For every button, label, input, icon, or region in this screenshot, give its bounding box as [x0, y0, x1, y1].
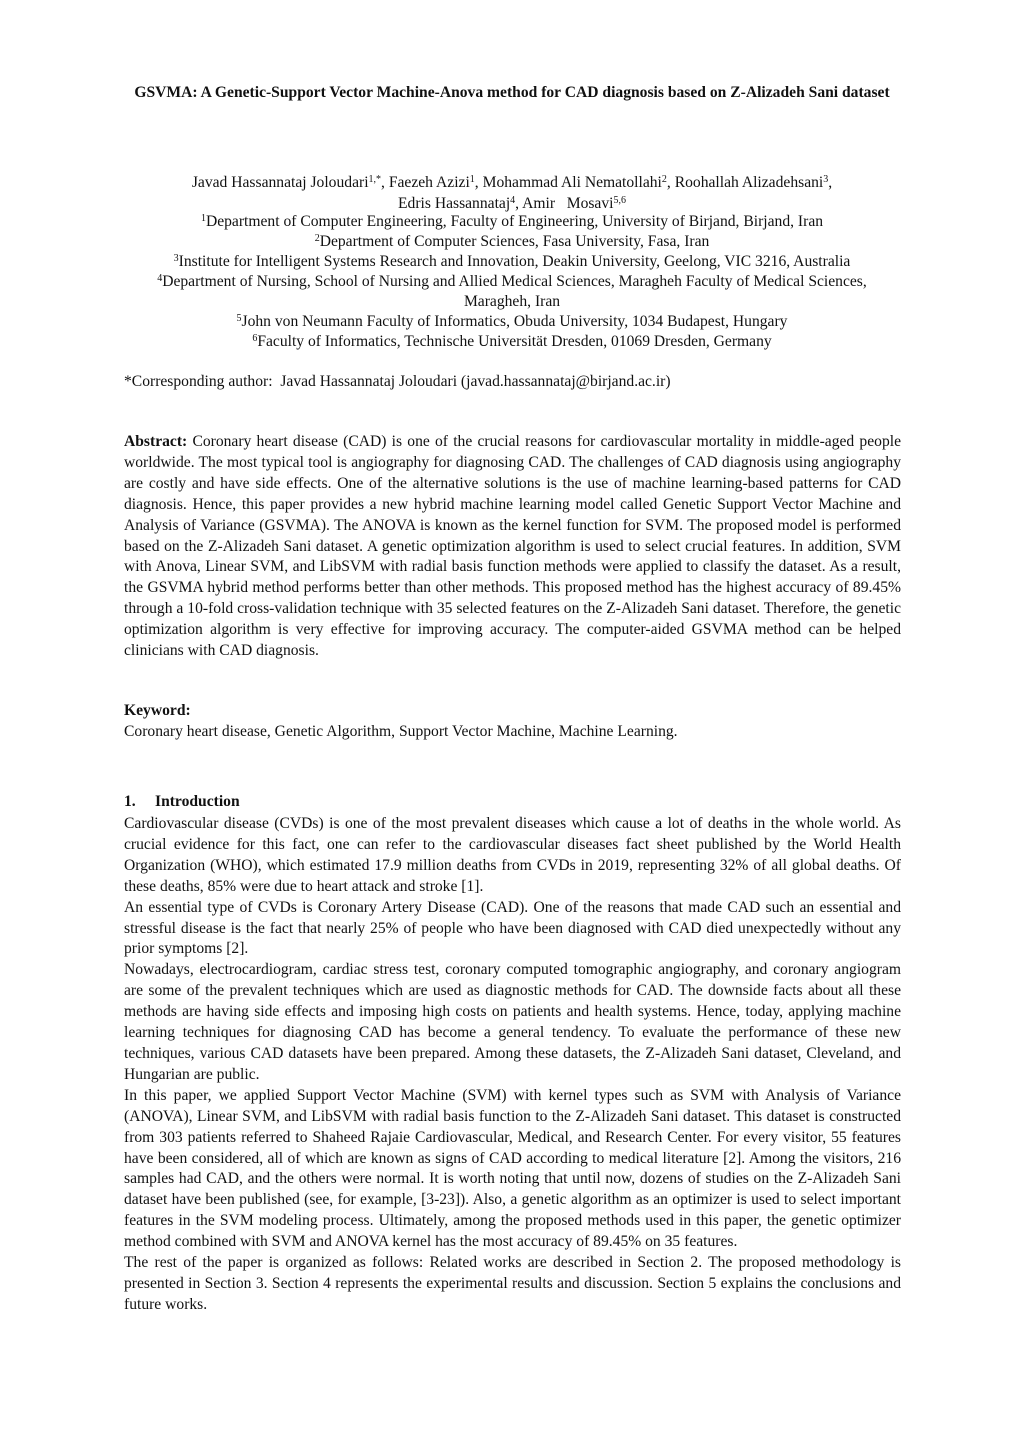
keyword-label: Keyword:: [124, 702, 191, 719]
author-name: Amir Mosavi: [522, 194, 614, 212]
author-separator: ,: [381, 174, 389, 191]
keyword-text: Coronary heart disease, Genetic Algorithm, Support Vector Machine, Machine Learning.: [124, 722, 678, 740]
author-separator: ,: [515, 194, 523, 212]
author-affil-sup: 3: [823, 174, 829, 185]
author-name: Mohammad Ali Nematollahi: [482, 174, 662, 191]
affiliation: [100, 232, 924, 252]
introduction-body: [124, 814, 901, 1316]
author-name: Edris Hassannataj: [398, 194, 511, 212]
affiliation: [100, 332, 924, 352]
author-list: [100, 173, 924, 215]
affiliation-text: Department of Computer Engineering, Faculty of Engineering, University of Birjand, Birjand, Iran: [205, 213, 824, 230]
author-affil-sup: 1,*: [368, 174, 382, 185]
corresponding-author: *Corresponding author: Javad Hassannataj Joloudari (javad.hassannataj@birjand.ac.ir): [124, 373, 671, 390]
affiliation-sup: 3: [173, 253, 179, 264]
paragraph: The rest of the paper is organized as follows: Related works are described in Section 2. The proposed methodology is presented in Section 3. Section 4 represents the experimental results and discussion. Section 5 explains the conclusions and future works.: [124, 1254, 901, 1313]
author-name: Javad Hassannataj Joloudari: [191, 174, 369, 191]
affiliation-list: [100, 212, 924, 352]
affiliation-sup: 6: [252, 333, 258, 344]
affiliation: [100, 272, 924, 312]
affiliation-sup: 2: [314, 233, 320, 244]
section-title: Introduction: [155, 793, 240, 810]
affiliation-sup: 1: [200, 213, 206, 224]
affiliation: [100, 252, 924, 272]
paragraph: In this paper, we applied Support Vector Machine (SVM) with kernel types such as SVM with Analysis of Variance (ANOVA), Linear SVM, and LibSVM with radial basis function to the Z-Alizadeh Sani dataset. This dataset is constructed from 303 patients referred to Shaheed Rajaie Cardiovascular, Medical, and Research Center. For every visitor, 55 features have been considered, all of which are known as signs of CAD according to medical literature [2]. Among the visitors, 216 samples had CAD, and the others were normal. It is worth noting that until now, dozens of studies on the Z-Alizadeh Sani dataset have been published (see, for example, [3-23]). Also, a genetic algorithm as an optimizer is used to select important features in the SVM modeling process. Ultimately, among the proposed methods used in this paper, the genetic optimizer method combined with SVM and ANOVA kernel has the most accuracy of 89.45% on 35 features.: [124, 1086, 901, 1251]
paragraph: Cardiovascular disease (CVDs) is one of the most prevalent diseases which cause a lot of deaths in the whole world. As crucial evidence for this fact, one can refer to the cardiovascular diseases fact sheet published by the World Health Organization (WHO), which estimated 17.9 million deaths from CVDs in 2019, representing 32% of all global deaths. Of these deaths, 85% were due to heart attack and stroke [1].: [124, 815, 901, 895]
affiliation-text: Faculty of Informatics, Technische Universität Dresden, 01069 Dresden, Germany: [257, 333, 772, 350]
author-separator: ,: [666, 174, 675, 191]
affiliation-sup: 5: [236, 313, 242, 324]
affiliation-text: John von Neumann Faculty of Informatics, Obuda University, 1034 Budapest, Hungary: [241, 313, 788, 330]
abstract: [124, 432, 901, 662]
author-separator: ,: [474, 174, 483, 191]
author-line-1: [100, 173, 924, 194]
section-number: 1.: [124, 793, 136, 810]
keyword-section: [124, 701, 901, 743]
affiliation: [100, 312, 924, 332]
author-affil-sup: 4: [510, 194, 516, 206]
affiliation-text: Department of Nursing, School of Nursing and Allied Medical Sciences, Maragheh Faculty of Medical Sciences, Maragheh, Iran: [162, 273, 867, 310]
affiliation-text: Department of Computer Sciences, Fasa University, Fasa, Iran: [319, 233, 710, 250]
author-name: Roohallah Alizadehsani: [674, 174, 824, 191]
author-affil-sup: 2: [661, 174, 667, 185]
author-separator: ,: [828, 174, 833, 191]
author-name: Faezeh Azizi: [388, 174, 470, 191]
author-affil-sup: 1: [469, 174, 475, 185]
affiliation: [100, 212, 924, 232]
paper-title: GSVMA: A Genetic-Support Vector Machine-Anova method for CAD diagnosis based on Z-Alizadeh Sani dataset: [134, 84, 890, 101]
abstract-text: Coronary heart disease (CAD) is one of the crucial reasons for cardiovascular mortality in middle-aged people worldwide. The most typical tool is angiography for diagnosing CAD. The challenges of CAD diagnosis using angiography are costly and have side effects. One of the alternative solutions is the use of machine learning-based patterns for CAD diagnosis. Hence, this paper provides a new hybrid machine learning model called Genetic Support Vector Machine and Analysis of Variance (GSVMA). The ANOVA is known as the kernel function for SVM. The proposed model is performed based on the Z-Alizadeh Sani dataset. A genetic optimization algorithm is used to select crucial features. In addition, SVM with Anova, Linear SVM, and LibSVM with radial basis function methods were applied to classify the dataset. As a result, the GSVMA hybrid method performs better than other methods. This proposed method has the highest accuracy of 89.45% through a 10-fold cross-validation technique with 35 selected features on the Z-Alizadeh Sani dataset. Therefore, the genetic optimization algorithm is very effective for improving accuracy. The computer-aided GSVMA method can be helped clinicians with CAD diagnosis.: [124, 433, 901, 660]
author-affil-sup: 5,6: [613, 194, 626, 206]
paragraph: Nowadays, electrocardiogram, cardiac stress test, coronary computed tomographic angiography, and coronary angiogram are some of the prevalent techniques which are used as diagnostic methods for CAD. The downside facts about all these methods are having side effects and imposing high costs on patients and health systems. Hence, today, applying machine learning techniques for diagnosing CAD has become a general tendency. To evaluate the performance of these new techniques, various CAD datasets have been prepared. Among these datasets, the Z-Alizadeh Sani dataset, Cleveland, and Hungarian are public.: [124, 961, 901, 1083]
paragraph: An essential type of CVDs is Coronary Artery Disease (CAD). One of the reasons that made CAD such an essential and stressful disease is the fact that nearly 25% of people who have been diagnosed with CAD died unexpectedly without any prior symptoms [2].: [124, 898, 901, 958]
section-heading: [124, 792, 240, 813]
abstract-label: Abstract:: [124, 433, 188, 450]
affiliation-text: Institute for Intelligent Systems Research and Innovation, Deakin University, Geelong, VIC 3216, Australia: [178, 253, 851, 270]
affiliation-sup: 4: [157, 273, 163, 284]
